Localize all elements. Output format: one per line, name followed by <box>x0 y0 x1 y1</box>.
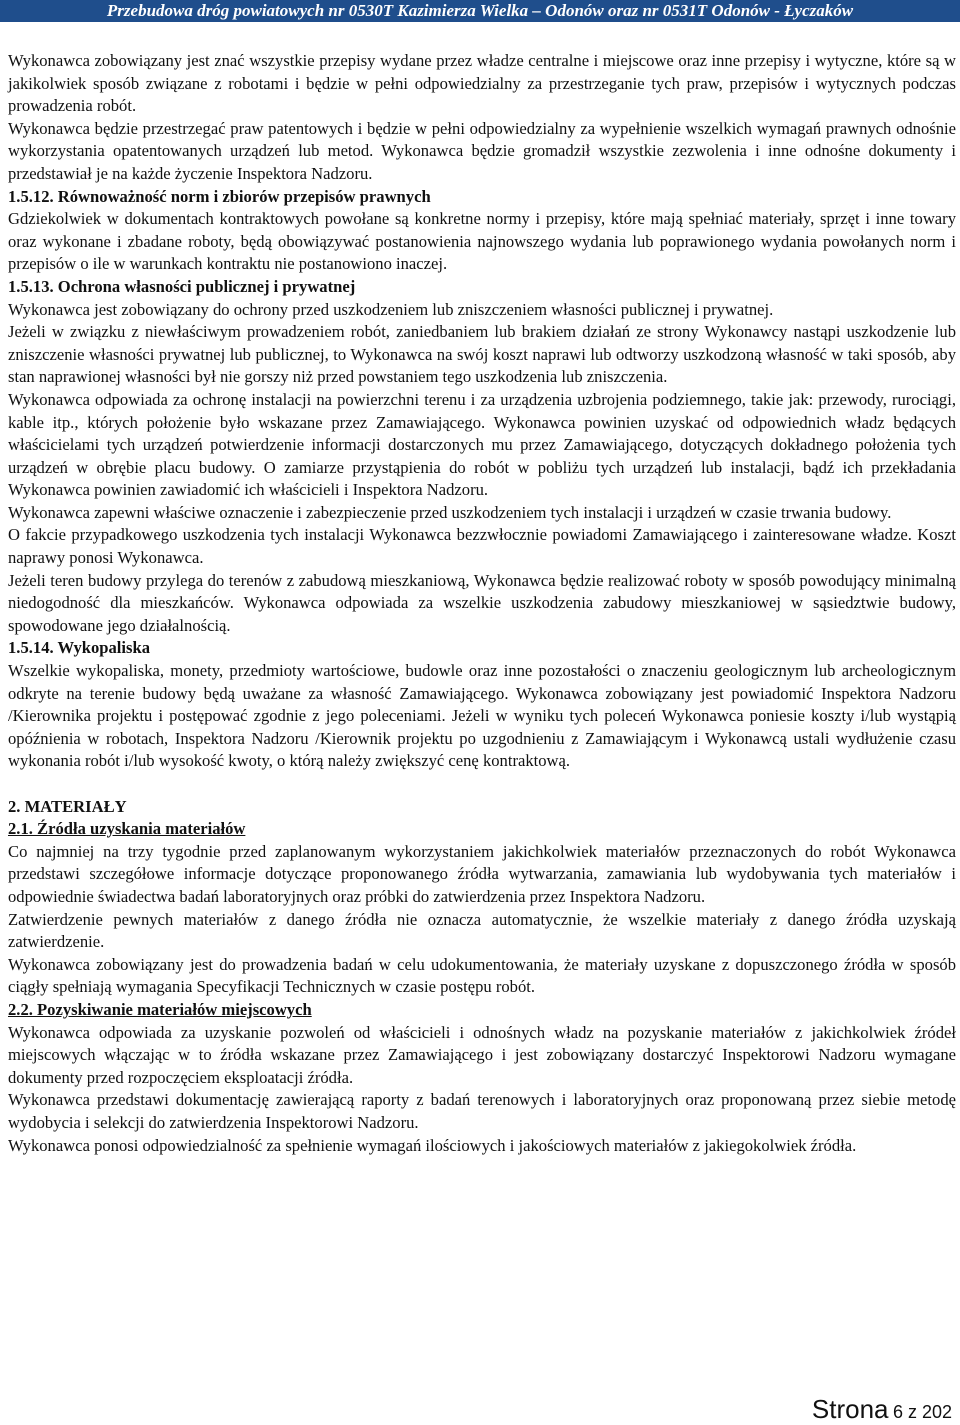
paragraph: Wykonawca zobowiązany jest do prowadzenia badań w celu udokumentowania, że materiały uzyskane z dopuszczonego źródła w sposób ciągły spełniają wymagania Specyfikacji Technicznych w czasie postępu robót. <box>8 954 956 997</box>
blank-line <box>8 773 956 796</box>
section-heading: 1.5.14. Wykopaliska <box>8 638 151 658</box>
subsection-heading: 2.1. Źródła uzyskania materiałów <box>8 819 246 839</box>
paragraph: Wykonawca odpowiada za uzyskanie pozwoleń od właścicieli i odnośnych władz na pozyskanie materiałów z jakichkolwiek źródeł miejscowych włączając w to źródła wskazane przez Zamawiającego i jest zobowiązany dostarczyć Inspektorowi Nadzoru wymagane dokumenty przed rozpoczęciem eksploatacji źródła. <box>8 1022 956 1087</box>
paragraph: Wykonawca będzie przestrzegać praw patentowych i będzie w pełni odpowiedzialny za wypełnienie wszelkich wymagań prawnych odnośnie wykorzystania opatentowanych urządzeń lub metod. Wykonawca będzie gromadził wszystkie zezwolenia i inne odnośne dokumenty i przedstawiał je na każde życzenie Inspektora Nadzoru. <box>8 118 956 183</box>
paragraph: Co najmniej na trzy tygodnie przed zaplanowanym wykorzystaniem jakichkolwiek materiałów przeznaczonych do robót Wykonawca przedstawi szczegółowe informacje dotyczące proponowanego źródła wytwarzania, zamawiania lub wydobywania tych materiałów i odpowiednie świadectwa badań laboratoryjnych oraz próbki do zatwierdzenia przez Inspektora Nadzoru. <box>8 841 956 906</box>
document-body <box>8 50 956 1157</box>
paragraph: Gdziekolwiek w dokumentach kontraktowych powołane są konkretne normy i przepisy, które mają spełniać materiały, sprzęt i inne towary oraz wykonane i zbadane roboty, będą obowiązywać postanowienia najnowszego wydania lub poprawionego wydania powołanych norm i przepisów o ile w warunkach kontraktu nie postanowiono inaczej. <box>8 209 956 274</box>
paragraph: Wykonawca ponosi odpowiedzialność za spełnienie wymagań ilościowych i jakościowych materiałów z jakiegokolwiek źródła. <box>8 1135 857 1155</box>
subsection-heading: 2.2. Pozyskiwanie materiałów miejscowych <box>8 999 312 1019</box>
paragraph: Zatwierdzenie pewnych materiałów z danego źródła nie oznacza automatycznie, że wszelkie materiały z danego źródła uzyskają zatwierdzenie. <box>8 909 956 952</box>
page-label: Strona <box>811 1394 889 1424</box>
document-running-header: Przebudowa dróg powiatowych nr 0530T Kazimierza Wielka – Odonów oraz nr 0531T Odonów - Łyczaków <box>0 0 960 22</box>
section-heading: 1.5.13. Ochrona własności publicznej i prywatnej <box>8 276 356 296</box>
page-footer <box>812 1394 952 1425</box>
section-heading: 1.5.12. Równoważność norm i zbiorów przepisów prawnych <box>8 186 431 206</box>
paragraph: O fakcie przypadkowego uszkodzenia tych instalacji Wykonawca bezzwłocznie powiadomi Zamawiającego i zainteresowane władze. Koszt naprawy ponosi Wykonawca. <box>8 525 956 568</box>
paragraph: Wykonawca zapewni właściwe oznaczenie i zabezpieczenie przed uszkodzeniem tych instalacji i urządzeń w czasie trwania budowy. <box>8 502 892 522</box>
page-number: 6 z 202 <box>892 1402 952 1422</box>
paragraph: Wykonawca przedstawi dokumentację zawierającą raporty z badań terenowych i laboratoryjnych oraz proponowaną przez siebie metodę wydobycia i selekcji do zatwierdzenia Inspektorowi Nadzoru. <box>8 1090 956 1132</box>
paragraph: Wszelkie wykopaliska, monety, przedmioty wartościowe, budowle oraz inne pozostałości o znaczeniu geologicznym lub archeologicznym odkryte na terenie budowy będą uważane za własność Zamawiającego. Wykonawca zobowiązany jest powiadomić Inspektora Nadzoru /Kierownika projektu i postępować zgodnie z jego poleceniami. Jeżeli w wyniku tych poleceń Wykonawca poniesie koszty i/lub wystąpią opóźnienia w robotach, Inspektora Nadzoru /Kierownik projektu po uzgodnieniu z Zamawiającym i Wykonawcą ustali wydłużenie czasu wykonania robót i/lub wysokość kwoty, o którą należy zwiększyć cenę kontraktową. <box>8 661 956 771</box>
paragraph: Wykonawca zobowiązany jest znać wszystkie przepisy wydane przez władze centralne i miejscowe oraz inne przepisy i wytyczne, które są w jakikolwiek sposób związane z robotami i będzie w pełni odpowiedzialny za przestrzeganie tych praw, przepisów i wytycznych podczas prowadzenia robót. <box>8 51 956 116</box>
paragraph: Jeżeli teren budowy przylega do terenów z zabudową mieszkaniową, Wykonawca będzie realizować roboty w sposób powodujący minimalną niedogodność dla mieszkańców. Wykonawca odpowiada za wszelkie uszkodzenia zabudowy mieszkaniowej w sąsiedztwie budowy, spowodowane jego działalnością. <box>8 570 956 635</box>
paragraph: Jeżeli w związku z niewłaściwym prowadzeniem robót, zaniedbaniem lub brakiem działań ze strony Wykonawcy nastąpi uszkodzenie lub zniszczenie własności prywatnej lub publicznej, to Wykonawca na swój koszt naprawi lub odtworzy uszkodzoną własność w taki sposób, aby stan naprawionej własności był nie gorszy niż przed powstaniem tego uszkodzenia lub zniszczenia. <box>8 322 956 387</box>
paragraph: Wykonawca jest zobowiązany do ochrony przed uszkodzeniem lub zniszczeniem własności publicznej i prywatnej. <box>8 299 774 319</box>
chapter-heading: 2. MATERIAŁY <box>8 796 127 816</box>
paragraph: Wykonawca odpowiada za ochronę instalacji na powierzchni terenu i za urządzenia uzbrojenia podziemnego, takie jak: przewody, rurociągi, kable itp., których położenie było wskazane przez Zamawiającego. Wykonawca powinien uzyskać od odpowiednich władz będących właścicielami tych urządzeń potwierdzenie informacji dostarczonych mu przez Zamawiającego, dotyczących dokładnego położenia tych urządzeń w obrębie placu budowy. O zamiarze przystąpienia do robót w pobliżu tych urządzeń lub instalacji, bądź ich przekładania Wykonawca powinien zawiadomić ich właścicieli i Inspektora Nadzoru. <box>8 389 956 500</box>
